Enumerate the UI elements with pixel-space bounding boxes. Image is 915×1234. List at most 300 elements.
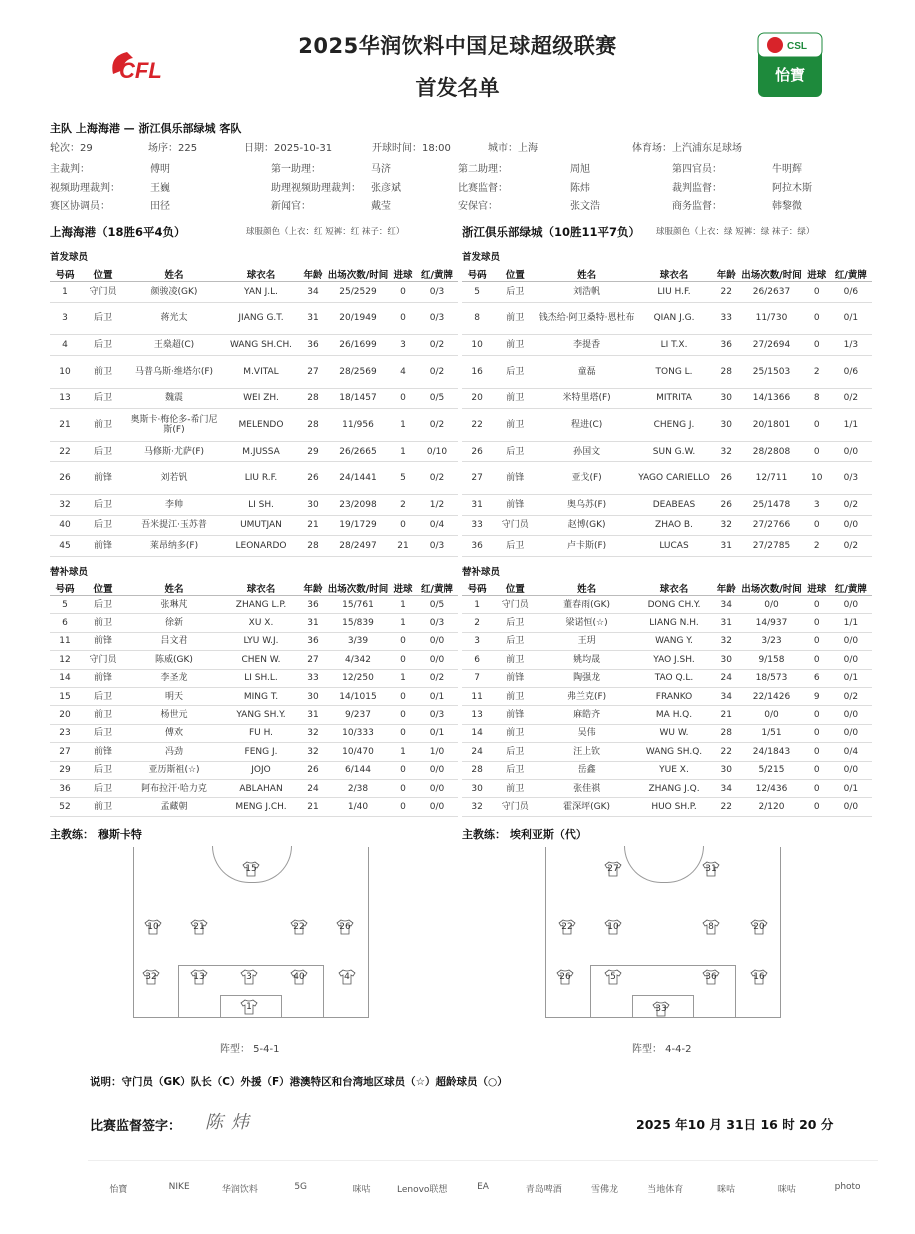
table-cell: 20 — [462, 388, 492, 409]
table-cell: 张佳祺 — [538, 779, 634, 797]
table-cell: 前卫 — [492, 687, 538, 705]
table-cell: 22/1426 — [739, 687, 803, 705]
table-cell: 7 — [462, 669, 492, 687]
table-cell: ABLAHAN — [222, 779, 300, 797]
table-cell: 34 — [713, 779, 739, 797]
table-cell: 27 — [50, 743, 80, 761]
table-cell: 2 — [804, 355, 830, 388]
table-cell: 33 — [462, 515, 492, 536]
table-cell: 前卫 — [80, 409, 126, 442]
table-cell: 张琳芃 — [126, 596, 222, 614]
table-cell: 后卫 — [80, 596, 126, 614]
column-header: 出场次数/时间 — [739, 266, 803, 282]
table-cell: 2/120 — [739, 798, 803, 816]
table-cell: 14 — [50, 669, 80, 687]
round: 轮次：29 — [50, 143, 93, 154]
table-cell: 11/730 — [739, 302, 803, 335]
table-cell: 4 — [390, 355, 416, 388]
table-cell: 28 — [713, 724, 739, 742]
home-starters-label: 首发球员 — [50, 252, 89, 263]
table-cell: 0/2 — [830, 388, 872, 409]
table-cell: TONG L. — [635, 355, 713, 388]
player-shirt-icon: 15 — [242, 861, 260, 877]
table-cell: 0/1 — [416, 687, 458, 705]
player-shirt-icon: 10 — [144, 919, 162, 935]
table-cell: 后卫 — [80, 687, 126, 705]
column-header: 姓名 — [538, 266, 634, 282]
table-cell: 0 — [390, 282, 416, 303]
table-cell: CHEN W. — [222, 651, 300, 669]
table-cell: 前卫 — [492, 724, 538, 742]
official-label: 第四官员： — [672, 164, 722, 175]
official-name: 傅明 — [150, 164, 170, 175]
table-row — [462, 614, 872, 632]
table-cell: WANG SH.Q. — [635, 743, 713, 761]
match-number: 场序：225 — [148, 143, 198, 154]
table-cell: 0 — [804, 409, 830, 442]
table-cell: WEI ZH. — [222, 388, 300, 409]
table-row — [50, 515, 458, 536]
table-cell: 前锋 — [492, 669, 538, 687]
table-row — [50, 651, 458, 669]
table-row — [50, 596, 458, 614]
table-cell: 前锋 — [80, 743, 126, 761]
table-cell: 9 — [804, 687, 830, 705]
table-cell: 20/1949 — [326, 302, 390, 335]
page-title: 2025华润饮料中国足球超级联赛 — [298, 34, 617, 58]
table-cell: QIAN J.G. — [635, 302, 713, 335]
table-cell: DONG CH.Y. — [635, 596, 713, 614]
player-shirt-icon: 32 — [142, 969, 160, 985]
table-row — [462, 798, 872, 816]
table-cell: 1/51 — [739, 724, 803, 742]
player-shirt-icon: 26 — [556, 969, 574, 985]
teams-line: 主队 上海海港 — 浙江俱乐部绿城 客队 — [50, 122, 242, 135]
table-cell: 0/0 — [830, 724, 872, 742]
table-cell: 奥乌苏(F) — [538, 495, 634, 516]
table-row — [462, 441, 872, 462]
table-row — [462, 335, 872, 356]
table-cell: 14 — [462, 724, 492, 742]
table-cell: 28/2569 — [326, 355, 390, 388]
table-cell: 前锋 — [80, 536, 126, 557]
player-shirt-icon: 5 — [604, 969, 622, 985]
table-cell: 1/0 — [416, 743, 458, 761]
table-cell: 阿布拉汗·哈力克 — [126, 779, 222, 797]
player-shirt-icon: 27 — [604, 861, 622, 877]
table-cell: 10/470 — [326, 743, 390, 761]
table-cell: 后卫 — [80, 515, 126, 536]
table-cell: 前卫 — [492, 335, 538, 356]
table-cell: 陶强龙 — [538, 669, 634, 687]
table-cell: 守门员 — [492, 515, 538, 536]
table-cell: 0/4 — [830, 743, 872, 761]
table-cell: 25/1478 — [739, 495, 803, 516]
table-cell: 32 — [713, 632, 739, 650]
table-cell: 25/1503 — [739, 355, 803, 388]
official-name: 周旭 — [570, 164, 590, 175]
sponsor-logo: 咪咕 — [777, 1185, 796, 1195]
table-cell: 11 — [462, 687, 492, 705]
official-name: 阿拉木斯 — [772, 183, 812, 194]
table-cell: 27 — [462, 462, 492, 495]
table-cell: 0/2 — [416, 355, 458, 388]
table-cell: HUO SH.P. — [635, 798, 713, 816]
table-cell: 28 — [300, 409, 326, 442]
table-cell: 前卫 — [492, 779, 538, 797]
table-cell: 钱杰给·阿卫桑特·恩杜布 — [538, 302, 634, 335]
table-cell: 36 — [300, 632, 326, 650]
table-cell: 刘若钒 — [126, 462, 222, 495]
svg-text:CSL: CSL — [787, 41, 807, 52]
table-cell: 后卫 — [492, 536, 538, 557]
table-cell: YUE X. — [635, 761, 713, 779]
table-cell: 1/40 — [326, 798, 390, 816]
table-cell: ZHANG J.Q. — [635, 779, 713, 797]
away-subs-table — [462, 580, 872, 817]
table-cell: 马普乌斯·维塔尔(F) — [126, 355, 222, 388]
column-header: 号码 — [50, 266, 80, 282]
table-cell: 31 — [713, 536, 739, 557]
signature-label: 比赛监督签字： — [90, 1119, 182, 1134]
table-cell: 亚戈(F) — [538, 462, 634, 495]
table-cell: YAN J.L. — [222, 282, 300, 303]
table-cell: 0/2 — [830, 495, 872, 516]
table-cell: 10 — [462, 335, 492, 356]
table-row — [50, 441, 458, 462]
table-row — [462, 724, 872, 742]
sponsor-logo: 当地体育 — [647, 1185, 684, 1195]
table-cell: XU X. — [222, 614, 300, 632]
table-cell: 后卫 — [80, 724, 126, 742]
official-label: 助理视频助理裁判： — [271, 183, 361, 194]
table-cell: 0/0 — [830, 441, 872, 462]
table-cell: 后卫 — [492, 743, 538, 761]
table-cell: 45 — [50, 536, 80, 557]
table-cell: 26 — [462, 441, 492, 462]
sponsor-logo: 华润饮料 — [221, 1185, 258, 1195]
table-cell: 22 — [462, 409, 492, 442]
official-name: 陈炜 — [570, 183, 590, 194]
table-cell: LUCAS — [635, 536, 713, 557]
table-cell: 1 — [390, 596, 416, 614]
table-cell: 25/2529 — [326, 282, 390, 303]
table-cell: 28/2808 — [739, 441, 803, 462]
table-cell: 0/0 — [830, 706, 872, 724]
table-cell: YAO J.SH. — [635, 651, 713, 669]
home-kit-colors: 球服颜色（上衣：红 短裤：红 袜子：红） — [246, 227, 405, 237]
table-cell: ZHANG L.P. — [222, 596, 300, 614]
table-cell: 0/1 — [830, 779, 872, 797]
table-cell: 20/1801 — [739, 409, 803, 442]
table-cell: M.JUSSA — [222, 441, 300, 462]
column-header: 年龄 — [713, 266, 739, 282]
table-cell: 0 — [804, 596, 830, 614]
player-shirt-icon: 22 — [290, 919, 308, 935]
table-cell: 9/158 — [739, 651, 803, 669]
table-cell: 0/2 — [416, 669, 458, 687]
table-cell: 后卫 — [80, 335, 126, 356]
table-cell: 0/6 — [830, 355, 872, 388]
table-cell: 23/2098 — [326, 495, 390, 516]
table-cell: WANG SH.CH. — [222, 335, 300, 356]
sign-datetime: 2025 年10 月 31日 16 时 20 分 — [636, 1117, 834, 1132]
column-header: 号码 — [462, 266, 492, 282]
table-cell: 18/1457 — [326, 388, 390, 409]
table-cell: 前锋 — [80, 462, 126, 495]
official-label: 赛区协调员： — [50, 201, 110, 212]
table-cell: 前卫 — [492, 651, 538, 669]
table-cell: 12/250 — [326, 669, 390, 687]
table-row — [50, 743, 458, 761]
table-cell: 吕文君 — [126, 632, 222, 650]
table-cell: 36 — [300, 335, 326, 356]
table-cell: 32 — [713, 441, 739, 462]
table-cell: 1/1 — [830, 614, 872, 632]
table-row — [462, 388, 872, 409]
table-cell: 前锋 — [80, 632, 126, 650]
table-cell: 29 — [50, 761, 80, 779]
column-header: 年龄 — [713, 580, 739, 596]
table-cell: 32 — [300, 743, 326, 761]
table-cell: 18/573 — [739, 669, 803, 687]
table-row — [50, 761, 458, 779]
official-label: 第一助理： — [271, 164, 321, 175]
table-cell: 1 — [390, 743, 416, 761]
table-cell: 16 — [462, 355, 492, 388]
table-cell: 0 — [390, 515, 416, 536]
table-cell: 吾米提江·玉苏普 — [126, 515, 222, 536]
table-cell: 吴伟 — [538, 724, 634, 742]
table-cell: 后卫 — [492, 761, 538, 779]
table-cell: 0/3 — [416, 282, 458, 303]
table-cell: 21 — [50, 409, 80, 442]
table-cell: 岳鑫 — [538, 761, 634, 779]
table-cell: 15 — [50, 687, 80, 705]
table-cell: 28 — [300, 388, 326, 409]
table-cell: 6 — [462, 651, 492, 669]
table-cell: 32 — [713, 515, 739, 536]
home-subs-table — [50, 580, 458, 817]
column-header: 出场次数/时间 — [326, 266, 390, 282]
table-row — [462, 706, 872, 724]
city: 城市：上海 — [488, 143, 538, 154]
table-cell: LEONARDO — [222, 536, 300, 557]
table-cell: LYU W.J. — [222, 632, 300, 650]
player-shirt-icon: 36 — [702, 969, 720, 985]
table-cell: 22 — [713, 743, 739, 761]
away-starters-label: 首发球员 — [462, 252, 501, 263]
table-cell: LIU R.F. — [222, 462, 300, 495]
table-cell: 14/1366 — [739, 388, 803, 409]
table-cell: 1 — [462, 596, 492, 614]
table-cell: 19/1729 — [326, 515, 390, 536]
table-cell: 1/1 — [830, 409, 872, 442]
table-row — [50, 409, 458, 442]
column-header: 球衣名 — [222, 580, 300, 596]
table-cell: 后卫 — [80, 779, 126, 797]
table-cell: 0 — [390, 724, 416, 742]
table-row — [462, 409, 872, 442]
table-cell: 0/0 — [830, 515, 872, 536]
table-cell: MELENDO — [222, 409, 300, 442]
table-cell: MING T. — [222, 687, 300, 705]
table-row — [462, 632, 872, 650]
table-cell: WANG Y. — [635, 632, 713, 650]
official-name: 牛明辉 — [772, 164, 802, 175]
table-cell: WU W. — [635, 724, 713, 742]
official-label: 比赛监督： — [458, 183, 508, 194]
svg-text:CFL: CFL — [119, 58, 162, 83]
table-cell: 1/3 — [830, 335, 872, 356]
table-cell: 李帅 — [126, 495, 222, 516]
player-shirt-icon: 1 — [240, 999, 258, 1015]
table-cell: 0/1 — [830, 669, 872, 687]
official-label: 主裁判： — [50, 164, 90, 175]
sponsor-logo: EA — [477, 1182, 489, 1192]
sponsor-logo: NIKE — [168, 1182, 190, 1192]
table-cell: 亚历斯祖(☆) — [126, 761, 222, 779]
column-header: 红/黄牌 — [830, 580, 872, 596]
table-cell: 陈威(GK) — [126, 651, 222, 669]
table-cell: 31 — [300, 614, 326, 632]
table-cell: 21 — [390, 536, 416, 557]
player-shirt-icon: 4 — [338, 969, 356, 985]
table-cell: 32 — [300, 724, 326, 742]
page-subtitle: 首发名单 — [415, 76, 500, 100]
column-header: 号码 — [462, 580, 492, 596]
table-row — [50, 302, 458, 335]
table-row — [462, 651, 872, 669]
table-cell: LI T.X. — [635, 335, 713, 356]
table-cell: 后卫 — [492, 355, 538, 388]
player-shirt-icon: 10 — [604, 919, 622, 935]
table-cell: 26/2637 — [739, 282, 803, 303]
official-name: 王巍 — [150, 183, 170, 194]
table-cell: 15/761 — [326, 596, 390, 614]
table-cell: 30 — [300, 495, 326, 516]
table-cell: 28 — [300, 536, 326, 557]
official-name: 戴莹 — [371, 201, 391, 212]
table-row — [50, 462, 458, 495]
table-cell: 0/2 — [416, 335, 458, 356]
table-cell: 3 — [462, 632, 492, 650]
table-cell: 1 — [390, 441, 416, 462]
table-cell: 30 — [300, 687, 326, 705]
table-cell: 36 — [462, 536, 492, 557]
supervisor-signature: 陈炜 — [205, 1112, 257, 1133]
column-header: 球衣名 — [635, 266, 713, 282]
table-row — [462, 302, 872, 335]
table-row — [50, 779, 458, 797]
table-cell: 24 — [300, 779, 326, 797]
table-cell: 0 — [390, 687, 416, 705]
table-row — [462, 687, 872, 705]
table-cell: 32 — [50, 495, 80, 516]
home-formation-pitch — [133, 847, 369, 1018]
table-cell: 0/0 — [830, 761, 872, 779]
table-cell: MENG J.CH. — [222, 798, 300, 816]
table-cell: 0/3 — [416, 536, 458, 557]
table-cell: 0 — [804, 302, 830, 335]
official-name: 韩黎微 — [772, 201, 802, 212]
table-cell: 0 — [804, 706, 830, 724]
table-cell: 1 — [390, 614, 416, 632]
table-row — [50, 282, 458, 303]
table-cell: 前锋 — [492, 706, 538, 724]
table-cell: 0/0 — [416, 632, 458, 650]
home-subs-label: 替补球员 — [50, 567, 89, 578]
table-cell: 0 — [804, 724, 830, 742]
table-cell: 0/2 — [830, 687, 872, 705]
table-cell: 0 — [804, 441, 830, 462]
table-cell: 4/342 — [326, 651, 390, 669]
table-cell: 0/1 — [830, 302, 872, 335]
table-cell: 0 — [804, 651, 830, 669]
player-shirt-icon: 20 — [750, 919, 768, 935]
column-header: 姓名 — [126, 266, 222, 282]
csl-logo — [757, 32, 823, 98]
table-cell: 0/0 — [830, 651, 872, 669]
table-cell: 徐新 — [126, 614, 222, 632]
table-cell: 前锋 — [492, 462, 538, 495]
official-label: 新闻官： — [271, 201, 311, 212]
table-cell: 27/2785 — [739, 536, 803, 557]
table-cell: 28/2497 — [326, 536, 390, 557]
table-row — [50, 495, 458, 516]
table-cell: 31 — [300, 302, 326, 335]
table-cell: 26/1699 — [326, 335, 390, 356]
table-cell: 34 — [713, 596, 739, 614]
official-name: 张彦斌 — [371, 183, 401, 194]
table-cell: 6 — [804, 669, 830, 687]
table-cell: 后卫 — [80, 495, 126, 516]
table-cell: FENG J. — [222, 743, 300, 761]
away-subs-label: 替补球员 — [462, 567, 501, 578]
table-cell: 2 — [804, 536, 830, 557]
table-cell: 5 — [462, 282, 492, 303]
column-header: 年龄 — [300, 266, 326, 282]
table-cell: UMUTJAN — [222, 515, 300, 536]
table-row — [462, 536, 872, 557]
table-cell: 22 — [713, 798, 739, 816]
table-cell: 4 — [50, 335, 80, 356]
table-row — [50, 687, 458, 705]
table-row — [50, 536, 458, 557]
official-label: 安保官： — [458, 201, 498, 212]
player-shirt-icon: 22 — [558, 919, 576, 935]
table-cell: 0/3 — [416, 302, 458, 335]
table-cell: 汪上钦 — [538, 743, 634, 761]
table-cell: 0 — [804, 335, 830, 356]
table-cell: MA H.Q. — [635, 706, 713, 724]
table-cell: 0/2 — [830, 536, 872, 557]
table-cell: 0/5 — [416, 596, 458, 614]
column-header: 球衣名 — [635, 580, 713, 596]
table-cell: 13 — [50, 388, 80, 409]
table-cell: LI SH. — [222, 495, 300, 516]
table-cell: 卢卡斯(F) — [538, 536, 634, 557]
table-cell: 0/2 — [416, 409, 458, 442]
table-cell: LIANG N.H. — [635, 614, 713, 632]
table-cell: 27/2766 — [739, 515, 803, 536]
table-cell: 24/1441 — [326, 462, 390, 495]
table-cell: 9/237 — [326, 706, 390, 724]
sponsor-logo: 青岛啤酒 — [525, 1185, 562, 1195]
official-label: 视频助理裁判： — [50, 183, 120, 194]
player-shirt-icon: 13 — [190, 969, 208, 985]
table-cell: 34 — [713, 687, 739, 705]
